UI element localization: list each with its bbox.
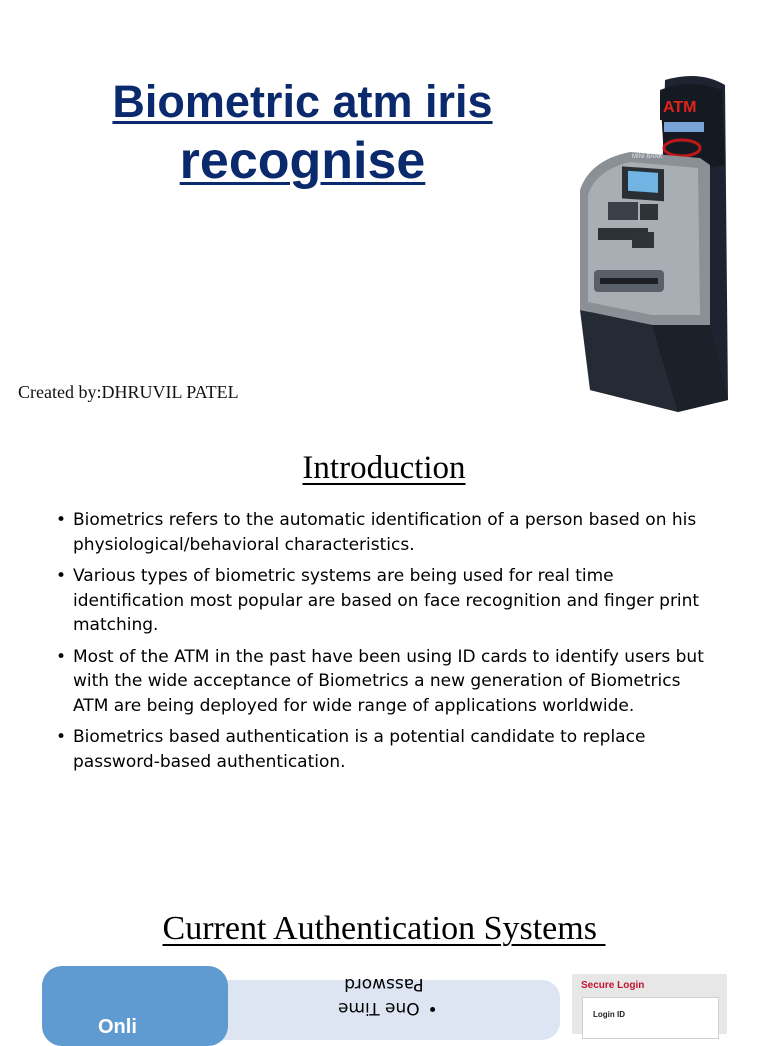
atm-machine-image (560, 70, 750, 415)
bullet-item: • Biometrics refers to the automatic identification of a person based on his physiological/behavioral characteristics. (55, 508, 720, 557)
authentication-systems-heading: Current Authentication Systems (162, 910, 606, 947)
author-credit: Created by:DHRUVIL PATEL (18, 382, 239, 402)
authentication-systems-slide (0, 880, 768, 1038)
login-card (582, 997, 719, 1039)
introduction-slide (0, 420, 768, 850)
secure-login-heading-part1: Secure (581, 980, 615, 991)
secure-login-heading-part2: Login (614, 980, 645, 991)
login-id-label: Login ID (593, 1010, 625, 1019)
atm-header-text: ATM (663, 99, 697, 116)
bullet-item: • Biometrics based authentication is a potential candidate to replace password-based authentication. (55, 725, 720, 774)
introduction-bullet-list (55, 508, 720, 781)
bullet-glyph: • (427, 998, 438, 1018)
online-method-label: Onli (98, 1016, 137, 1038)
bullet-item: • Most of the ATM in the past have been using ID cards to identify users but with the wide acceptance of Biometrics a new generation of Biometrics ATM are being deployed for wide range of applications worldwide. (55, 645, 720, 719)
introduction-heading: Introduction (302, 450, 466, 486)
online-method-box (42, 966, 228, 1046)
slide-title (60, 74, 545, 192)
secure-login-screenshot (572, 974, 727, 1034)
otp-label-rotated (338, 972, 438, 1020)
otp-line-1: One Time (338, 998, 420, 1018)
otp-line-2: Password (344, 974, 424, 994)
secure-login-heading (581, 980, 644, 991)
title-line-2: recognise (179, 132, 426, 190)
title-slide (0, 0, 768, 420)
atm-screen-label: MINI BANK (632, 154, 663, 160)
bullet-item: • Various types of biometric systems are being used for real time identification most popular are based on face recognition and finger print matching. (55, 564, 720, 638)
title-line-1: Biometric atm iris (112, 76, 493, 127)
